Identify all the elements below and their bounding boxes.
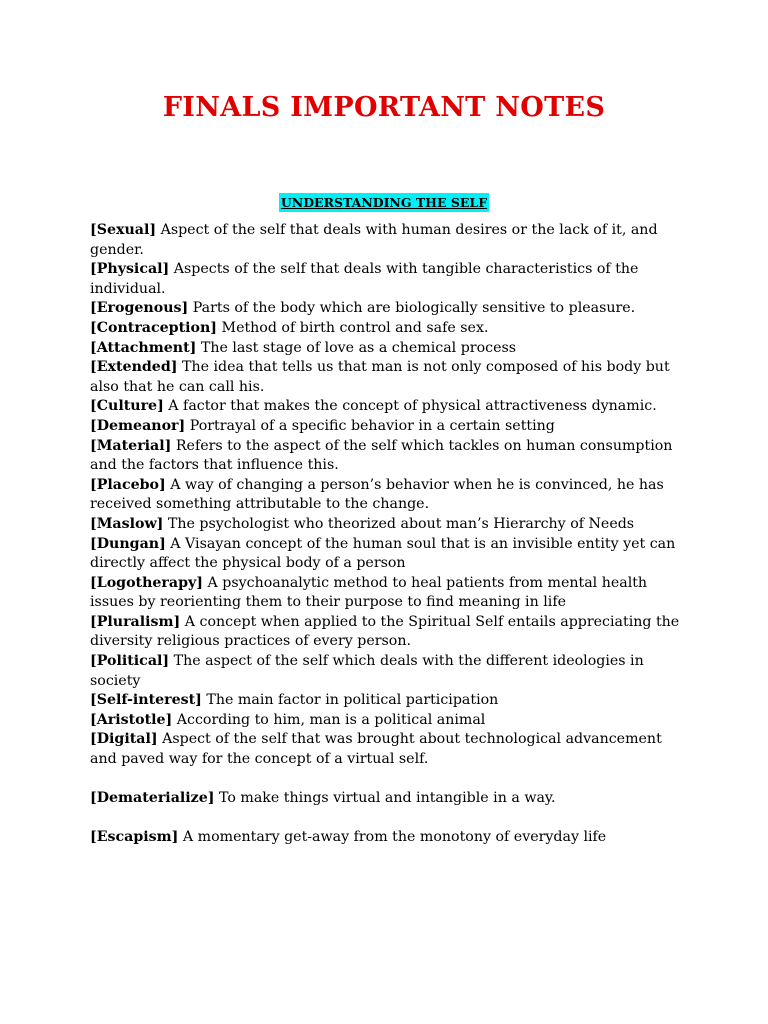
- definition-text: A psychoanalytic method to heal patients from mental health issues by reorienting them to their purpose to find meaning in life: [90, 574, 648, 611]
- definition-entry: [90, 339, 680, 359]
- definition-term: [Demeanor]: [90, 417, 186, 434]
- definition-term: [Material]: [90, 437, 172, 454]
- definition-entry: [90, 476, 680, 515]
- section-heading: UNDERSTANDING THE SELF: [280, 195, 488, 210]
- definition-term: [Digital]: [90, 731, 158, 748]
- definition-entry: [90, 299, 680, 319]
- definition-term: [Aristotle]: [90, 711, 173, 728]
- definition-text: A Visayan concept of the human soul that is an invisible entity yet can directly affect the physical body of a person: [90, 535, 676, 572]
- definition-term: [Escapism]: [90, 829, 179, 846]
- definition-entry: [90, 711, 680, 731]
- definition-entry: [90, 691, 680, 711]
- definition-entry: [90, 613, 680, 652]
- definition-term: [Erogenous]: [90, 300, 189, 317]
- definition-entry: [90, 574, 680, 613]
- definition-text: The idea that tells us that man is not only composed of his body but also that he can call his.: [90, 359, 670, 395]
- definition-term: [Self-interest]: [90, 692, 202, 709]
- definition-term: [Sexual]: [90, 222, 157, 238]
- definition-term: [Physical]: [90, 261, 170, 278]
- definition-term: [Attachment]: [90, 339, 197, 356]
- definition-entry: [90, 417, 680, 437]
- definition-text: The main factor in political participation: [201, 692, 499, 709]
- definition-entry: [90, 221, 680, 260]
- definition-text: Refers to the aspect of the self which tackles on human consumption and the factors that influence this.: [90, 437, 673, 474]
- definition-entry: [90, 789, 680, 809]
- definition-text: Aspects of the self that deals with tangible characteristics of the individual.: [90, 261, 639, 297]
- definition-text: Parts of the body which are biologically sensitive to pleasure.: [188, 300, 636, 317]
- definition-list: [90, 221, 680, 848]
- definition-entry: [90, 652, 680, 691]
- definition-text: According to him, man is a political animal: [172, 711, 486, 728]
- definition-text: Aspect of the self that deals with human desires or the lack of it, and gender.: [90, 222, 658, 258]
- definition-entry: [90, 437, 680, 476]
- definition-entry: [90, 358, 680, 397]
- definition-text: Portrayal of a specific behavior in a certain setting: [185, 417, 555, 434]
- definition-term: [Dematerialize]: [90, 790, 215, 807]
- definition-text: A concept when applied to the Spiritual Self entails appreciating the diversity religious practices of every person.: [90, 613, 680, 650]
- definition-term: [Logotherapy]: [90, 574, 203, 591]
- definition-term: [Culture]: [90, 398, 164, 415]
- definition-entry: [90, 828, 680, 848]
- section-heading-wrapper: [0, 192, 768, 212]
- definition-text: A momentary get-away from the monotony of everyday life: [178, 829, 607, 846]
- definition-text: The aspect of the self which deals with the different ideologies in society: [90, 653, 644, 689]
- definition-term: [Political]: [90, 653, 170, 670]
- definition-text: A factor that makes the concept of physical attractiveness dynamic.: [163, 398, 657, 415]
- definition-term: [Contraception]: [90, 319, 218, 336]
- definition-term: [Extended]: [90, 359, 178, 376]
- definition-term: [Maslow]: [90, 515, 164, 532]
- definition-text: The psychologist who theorized about man’s Hierarchy of Needs: [163, 515, 635, 532]
- definition-text: To make things virtual and intangible in a way.: [214, 790, 556, 807]
- definition-entry: [90, 397, 680, 417]
- definition-term: [Pluralism]: [90, 613, 181, 630]
- definition-entry: [90, 535, 680, 574]
- document-title: FINALS IMPORTANT NOTES: [162, 92, 606, 123]
- definition-entry: [90, 260, 680, 299]
- definition-term: [Placebo]: [90, 476, 166, 493]
- definition-term: [Dungan]: [90, 535, 166, 552]
- definition-entry: [90, 730, 680, 769]
- definition-text: Method of birth control and safe sex.: [217, 319, 489, 336]
- definition-text: Aspect of the self that was brought about technological advancement and paved way for the concept of a virtual self.: [90, 731, 662, 768]
- definition-text: A way of changing a person’s behavior when he is convinced, he has received something attributable to the change.: [90, 476, 664, 513]
- definition-entry: [90, 515, 680, 535]
- definition-entry: [90, 319, 680, 339]
- definition-text: The last stage of love as a chemical process: [196, 339, 517, 356]
